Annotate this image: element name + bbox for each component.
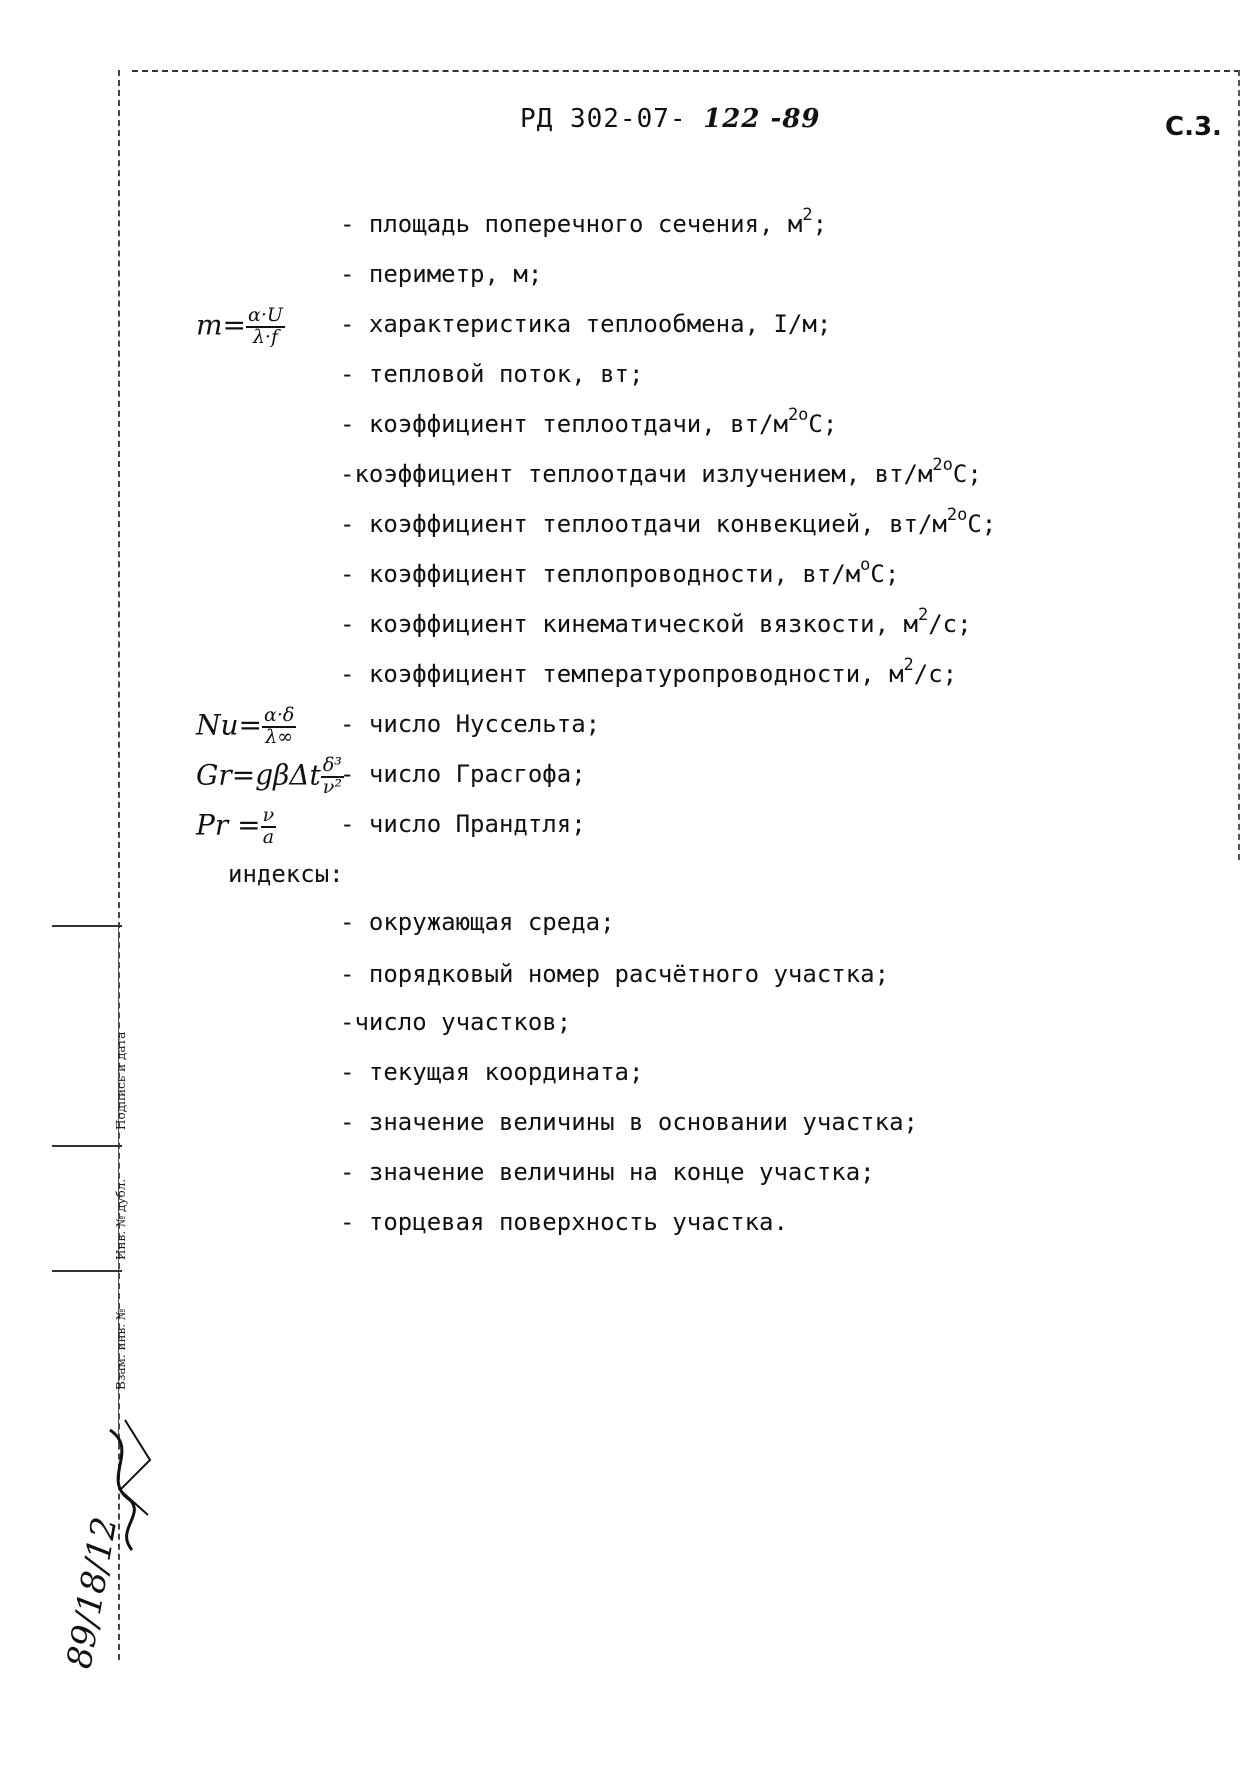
side-strip-divider (52, 925, 122, 927)
definition-superscript: 2о (946, 505, 968, 525)
definition-text (340, 505, 997, 538)
definition-tail: С; (952, 460, 982, 488)
definition-main: - коэффициент температуропроводности, м (340, 660, 904, 688)
handwritten-signature (59, 1420, 160, 1680)
definition-superscript: 2 (917, 605, 929, 625)
formula-fraction (262, 706, 296, 748)
definition-superscript: 2 (802, 205, 813, 225)
definition-tail: ; (812, 210, 828, 238)
definition-text (340, 455, 982, 488)
formula-denominator: λ·f (252, 325, 279, 348)
formula-numerator: α·U (248, 304, 283, 326)
definition-main: - периметр, м; (340, 260, 543, 288)
definition-text (340, 1010, 571, 1034)
formula-fraction (261, 806, 277, 848)
definition-tail: С; (870, 560, 900, 588)
definition-tail: С; (808, 410, 838, 438)
definition-text (340, 262, 542, 286)
definition-text (340, 1210, 788, 1234)
definition-main: - значение величины на конце участка; (340, 1158, 875, 1186)
definition-text (340, 962, 889, 986)
definition-text (340, 910, 615, 934)
formula-numerator: ν (262, 804, 275, 826)
definition-main: - коэффициент теплоотдачи, вт/м (340, 410, 788, 438)
definition-text (340, 1060, 643, 1084)
definition-text (340, 605, 972, 638)
side-strip-divider (52, 1270, 122, 1272)
definition-text (340, 1160, 875, 1184)
definition-text (340, 812, 586, 836)
frame-right-border (1238, 70, 1240, 860)
archive-side-strip (52, 925, 128, 1485)
formula (196, 706, 296, 748)
definition-main: - характеристика теплообмена, I/м; (340, 310, 832, 338)
definition-main: - коэффициент кинематической вязкости, м (340, 610, 918, 638)
formula-lhs: m= (196, 308, 247, 342)
formula-lhs: Gr=gβΔt (196, 758, 321, 792)
definition-main: - торцевая поверхность участка. (340, 1208, 788, 1236)
definition-tail: С; (967, 510, 997, 538)
definition-text (340, 555, 900, 588)
formula-denominator: ν² (322, 775, 342, 798)
definition-main: - число Грасгофа; (340, 760, 586, 788)
definition-tail: /с; (913, 660, 958, 688)
definition-main: - тепловой поток, вт; (340, 360, 644, 388)
definition-main: -число участков; (340, 1008, 572, 1036)
svg-text:89/18/12: 89/18/12 (59, 1514, 126, 1672)
side-strip-divider (52, 1145, 122, 1147)
definition-text (340, 1110, 918, 1134)
definition-text (340, 205, 828, 238)
definition-main: - число Прандтля; (340, 810, 586, 838)
definition-main: - коэффициент теплопроводности, вт/м (340, 560, 861, 588)
formula (196, 756, 344, 798)
side-label-signature-date: Подпись и дата (114, 1031, 128, 1130)
formula-numerator: δ³ (321, 756, 344, 778)
formula (196, 306, 285, 348)
definition-superscript: о (860, 555, 871, 575)
side-label-dup-inv: Инв. № дубл. (114, 1178, 128, 1260)
formula-denominator: λ∞ (265, 725, 294, 748)
formula-lhs: Pr = (196, 808, 261, 842)
definition-superscript: 2о (787, 405, 809, 425)
definition-text (340, 712, 600, 736)
formula-numerator: α·δ (264, 704, 295, 726)
definition-main: - число Нуссельта; (340, 710, 601, 738)
document-code-handwritten: 122 -89 (703, 104, 821, 134)
definition-main: - текущая координата; (340, 1058, 644, 1086)
definition-text (340, 655, 958, 688)
indices-title: индексы: (228, 860, 344, 888)
formula-denominator: a (262, 825, 275, 848)
definition-main: - значение величины в основании участка; (340, 1108, 918, 1136)
definition-superscript: 2о (932, 455, 953, 475)
definition-main: - окружающая среда; (340, 908, 615, 936)
document-code (520, 104, 821, 134)
definition-main: - коэффициент теплоотдачи конвекцией, вт/м (340, 510, 947, 538)
side-label-replace-inv: Взам. инв. № (114, 1308, 128, 1390)
frame-top-border (132, 70, 1240, 72)
definition-main: - порядковый номер расчётного участка; (340, 960, 890, 988)
definition-text (340, 362, 643, 386)
definition-tail: /с; (928, 610, 972, 638)
formula-fraction (246, 306, 285, 348)
definition-main: -коэффициент теплоотдачи излучением, вт/м (340, 460, 933, 488)
definition-text (340, 762, 586, 786)
definition-main: - площадь поперечного сечения, м (340, 210, 803, 238)
document-code-printed: РД 302-07- (520, 104, 687, 134)
definition-superscript: 2 (903, 655, 914, 675)
formula (196, 806, 276, 848)
definition-text (340, 312, 831, 336)
formula-lhs: Nu= (196, 708, 262, 742)
page-number: С.3. (1165, 112, 1222, 142)
definition-text (340, 405, 838, 438)
